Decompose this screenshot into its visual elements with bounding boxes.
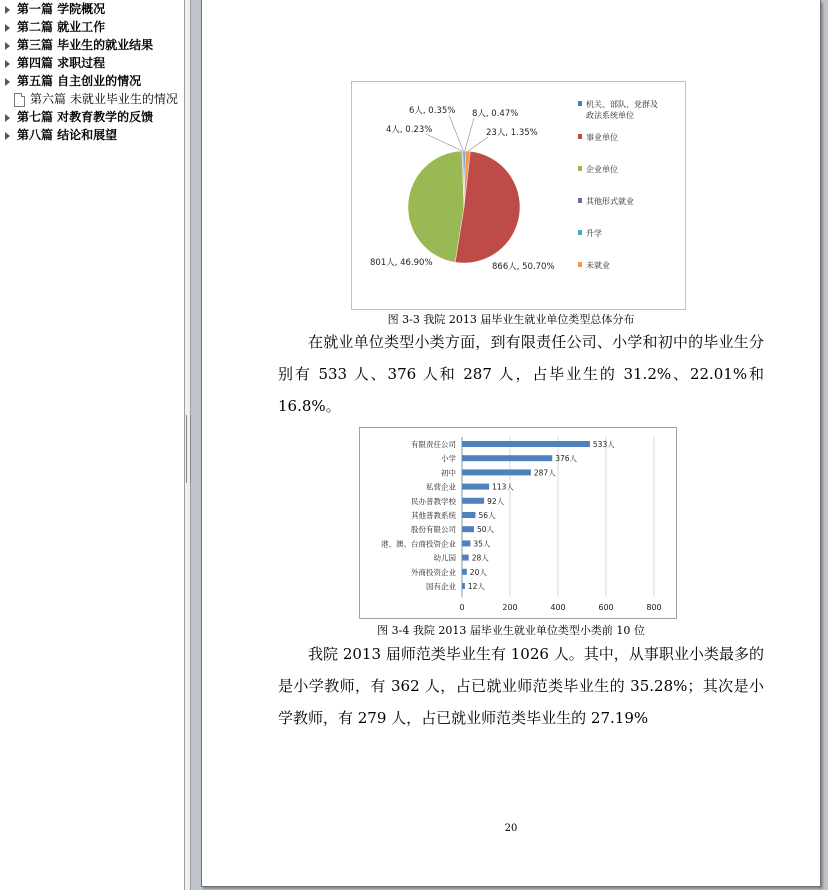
expand-arrow-icon[interactable]	[5, 42, 10, 50]
pie-label-2: 866人, 50.70%	[492, 262, 555, 272]
outline-item-5[interactable]	[2, 72, 141, 90]
pane-splitter[interactable]	[184, 0, 191, 890]
legend-label-1: 机关、部队、党群及	[586, 100, 658, 109]
category-label: 国有企业	[426, 582, 456, 591]
bar-value-label: 12人	[467, 582, 485, 591]
paragraph-1: 在就业单位类型小类方面，到有限责任公司、小学和初中的毕业生分别有 533 人、376 人和 287 人，占毕业生的 31.2%、22.01%和 16.8%。	[278, 333, 764, 415]
outline-pane	[0, 0, 184, 890]
outline-item-label: 第二篇 就业工作	[17, 20, 106, 34]
bar-chart-svg	[360, 428, 676, 618]
bar-7	[462, 526, 474, 532]
outline-item-8[interactable]	[2, 126, 117, 144]
bar-value-label: 376人	[555, 454, 578, 464]
pie-label-1: 8人, 0.47%	[472, 109, 519, 119]
x-tick-label: 600	[598, 603, 614, 613]
document-icon[interactable]	[14, 93, 25, 107]
outline-item-label: 第六篇 未就业毕业生的情况	[30, 92, 178, 106]
bar-10	[462, 569, 467, 575]
bar-5	[462, 498, 484, 504]
pie-chart-svg	[352, 82, 685, 309]
page-number: 20	[504, 823, 518, 834]
bar-8	[462, 540, 470, 546]
bar-2	[462, 455, 552, 461]
category-label: 小学	[441, 454, 456, 464]
outline-item-label: 第一篇 学院概况	[17, 2, 106, 16]
figure1-caption: 图 3-3 我院 2013 届毕业生就业单位类型总体分布	[387, 313, 635, 326]
legend-label-6: 未就业	[586, 261, 610, 270]
expand-arrow-icon[interactable]	[5, 132, 10, 140]
document-page	[201, 0, 821, 887]
outline-item-1[interactable]	[2, 0, 105, 18]
category-label: 幼儿园	[433, 553, 456, 563]
bar-value-label: 533人	[592, 440, 615, 449]
x-tick-label: 400	[550, 603, 566, 613]
outline-item-label: 第三篇 毕业生的就业结果	[17, 38, 154, 52]
outline-item-2[interactable]	[2, 18, 105, 36]
expand-arrow-icon[interactable]	[5, 78, 10, 86]
figure2-caption: 图 3-4 我院 2013 届毕业生就业单位类型小类前 10 位	[377, 624, 645, 637]
outline-item-label: 第八篇 结论和展望	[17, 128, 118, 142]
bar-value-label: 35人	[473, 539, 491, 549]
document-viewer[interactable]	[191, 0, 828, 890]
bar-3	[462, 469, 531, 475]
bar-1	[462, 441, 590, 447]
expand-arrow-icon[interactable]	[5, 60, 10, 68]
legend-swatch-5	[578, 230, 582, 235]
pie-label-3: 801人, 46.90%	[370, 258, 433, 268]
outline-item-3[interactable]	[2, 36, 153, 54]
legend-label-2: 事业单位	[586, 133, 618, 142]
outline-item-4[interactable]	[2, 54, 105, 72]
bar-value-label: 20人	[469, 567, 487, 577]
pie-chart	[351, 81, 686, 310]
bar-value-label: 56人	[478, 511, 496, 520]
bar-value-label: 50人	[477, 525, 495, 535]
bar-value-label: 113人	[492, 482, 514, 492]
category-label: 民办普教学校	[411, 496, 456, 506]
bar-value-label: 287人	[533, 468, 556, 478]
legend-label-5: 升学	[586, 229, 602, 238]
category-label: 股份有限公司	[411, 525, 456, 535]
pie-leader-line	[465, 118, 474, 151]
category-label: 私营企业	[426, 482, 456, 492]
outline-item-label: 第五篇 自主创业的情况	[17, 74, 142, 88]
legend-swatch-1	[578, 101, 582, 106]
outline-item-label: 第四篇 求职过程	[17, 56, 106, 70]
bar-11	[462, 583, 465, 589]
legend-label-3: 企业单位	[586, 165, 618, 174]
category-label: 外商投资企业	[411, 567, 456, 577]
pie-leader-line	[426, 134, 462, 151]
category-label: 初中	[441, 468, 456, 478]
bar-4	[462, 484, 489, 490]
x-tick-label: 200	[502, 603, 518, 613]
bar-value-label: 28人	[471, 553, 489, 563]
legend-swatch-6	[578, 262, 582, 267]
pie-label-5: 6人, 0.35%	[409, 106, 456, 116]
legend-label-4: 其他形式就业	[586, 197, 634, 206]
pie-label-4: 4人, 0.23%	[386, 125, 433, 135]
legend-swatch-2	[578, 134, 582, 139]
outline-item-6[interactable]	[2, 90, 178, 108]
paragraph-2: 我院 2013 届师范类毕业生有 1026 人。其中，从事职业小类最多的是小学教师，有 362 人，占已就业师范类毕业生的 35.28%；其次是小学教师，有 279 人，占已就业师范类毕业生的 27.19%	[278, 645, 764, 727]
expand-arrow-icon[interactable]	[5, 6, 10, 14]
category-label: 港、澳、台商投资企业	[381, 539, 456, 549]
outline-item-label: 第七篇 对教育教学的反馈	[17, 110, 154, 124]
bar-6	[462, 512, 475, 518]
pie-slice-3	[408, 151, 464, 262]
expand-arrow-icon[interactable]	[5, 114, 10, 122]
legend-label-1-cont: 政法系统单位	[586, 111, 634, 120]
bar-value-label: 92人	[487, 496, 505, 506]
bar-9	[462, 555, 469, 561]
category-label: 有限责任公司	[411, 440, 456, 449]
category-label: 其他普教系统	[411, 511, 456, 520]
legend-swatch-3	[578, 166, 582, 171]
x-tick-label: 800	[646, 603, 662, 613]
bar-chart	[359, 427, 677, 619]
outline-item-7[interactable]	[2, 108, 153, 126]
legend-swatch-4	[578, 198, 582, 203]
expand-arrow-icon[interactable]	[5, 24, 10, 32]
pie-leader-line	[468, 137, 488, 151]
pie-label-6: 23人, 1.35%	[486, 128, 538, 138]
x-tick-label: 0	[459, 603, 465, 613]
